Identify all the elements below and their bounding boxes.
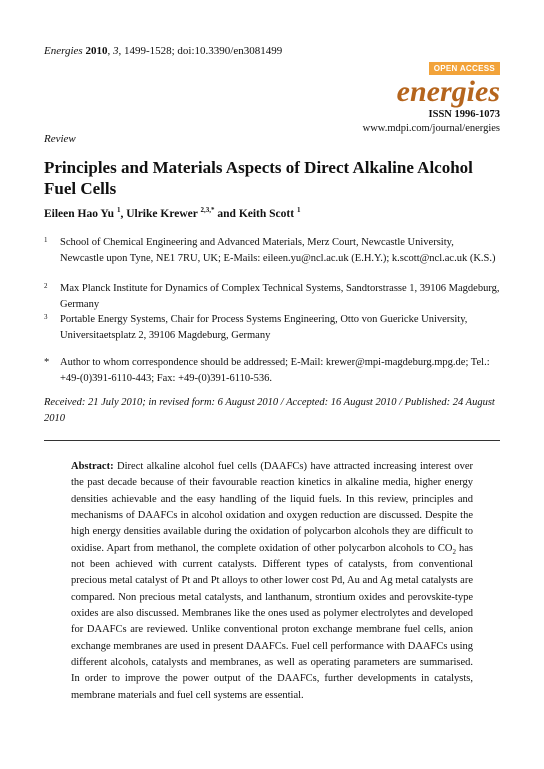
- correspondence-text: Author to whom correspondence should be addressed; E-Mail: krewer@mpi-magdeburg.mpg.de; Tel.: +49-(0)391-6110-443; Fax: +49-(0)391-6110-536.: [60, 357, 490, 384]
- citation-line: Energies 2010, 3, 1499-1528; doi:10.3390/en3081499: [44, 45, 283, 57]
- author-name: Keith Scott: [238, 208, 295, 220]
- paper-title: Principles and Materials Aspects of Direct Alkaline Alcohol Fuel Cells: [44, 158, 473, 198]
- divider: [44, 440, 500, 441]
- correspondence-note: [44, 355, 500, 386]
- affiliation-number: 1: [44, 236, 48, 244]
- affiliation-number: 3: [44, 313, 48, 321]
- author-separator: ,: [120, 208, 127, 220]
- author-name: Eileen Hao Yu: [44, 208, 115, 220]
- affiliation: [44, 312, 500, 343]
- abstract-label: Abstract:: [71, 461, 114, 472]
- affiliation-text: Max Planck Institute for Dynamics of Complex Technical Systems, Sandtorstrasse 1, 39106 Magdeburg, Germany: [60, 283, 500, 310]
- open-access-badge: OPEN ACCESS: [429, 62, 500, 75]
- affiliation: [44, 235, 500, 266]
- author-affiliation-marker: 2,3,*: [200, 206, 215, 215]
- affiliation: [44, 281, 500, 312]
- publication-dates: Received: 21 July 2010; in revised form: 6 August 2010 / Accepted: 16 August 2010 / Published: 24 August 2010: [44, 397, 495, 424]
- issn: ISSN 1996-1073: [428, 109, 500, 120]
- author-list: [44, 208, 300, 220]
- citation-pages-doi: , 1499-1528; doi:10.3390/en3081499: [118, 45, 283, 57]
- article-type: Review: [44, 133, 76, 145]
- affiliation-number: 2: [44, 282, 48, 290]
- abstract-text-part1: Direct alkaline alcohol fuel cells (DAAFCs) have attracted increasing interest over the past decade because of their favourable reaction kinetics in alkaline media, higher energy densities achievable and the easy handling of the liquid fuels. In this review, principles and mechanisms of DAAFCs in alcohol oxidation and oxygen reduction are discussed. Despite the high energy densities available during the oxidation of polycarbon alcohols they are difficult to oxidise. Apart from methanol, the complete oxidation of other polycarbon alcohols to CO: [71, 461, 474, 554]
- abstract: [71, 459, 473, 704]
- citation-volume: 3: [112, 45, 119, 57]
- citation-journal: Energies: [44, 45, 83, 57]
- affiliation-text: Portable Energy Systems, Chair for Process Systems Engineering, Otto von Guericke University, Universitaetsplatz 2, 39106 Magdeburg, Germany: [60, 314, 468, 341]
- journal-logo: energies: [396, 75, 500, 108]
- author-name: Ulrike Krewer: [126, 208, 198, 220]
- affiliation-text: School of Chemical Engineering and Advanced Materials, Merz Court, Newcastle University, Newcastle upon Tyne, NE1 7RU, UK; E-Mails: eileen.yu@ncl.ac.uk (E.H.Y.); k.scott@ncl.ac.uk (K.S.): [60, 237, 496, 264]
- author-separator: and: [214, 208, 239, 220]
- author-affiliation-marker: 1: [296, 206, 301, 215]
- abstract-text-part2: has not been achieved with current catalysts. Different types of catalysts, from conventional precious metal catalyst of Pt and Pt alloys to other lower cost Pd, Au and Ag metal catalysts are compared. Non precious metal catalysts, and lanthanum, strontium oxides and perovskite-type oxides are also discussed. Membranes like the ones used as polymer electrolytes and developed for DAAFCs are reviewed. Unlike conventional proton exchange membrane fuel cells, anion exchange membranes are used in present DAAFCs. Fuel cell performance with DAAFCs using different alcohols, catalysts and membranes, as well as operating parameters are summarised. In order to improve the power output of the DAAFCs, further developments in catalysts, membrane materials and fuel cell systems are essential.: [71, 542, 474, 701]
- author-affiliation-marker: 1: [116, 206, 121, 215]
- citation-year: 2010: [85, 45, 108, 57]
- correspondence-marker: *: [44, 357, 50, 368]
- abstract-subscript: 2: [452, 547, 456, 556]
- journal-url[interactable]: www.mdpi.com/journal/energies: [362, 123, 500, 134]
